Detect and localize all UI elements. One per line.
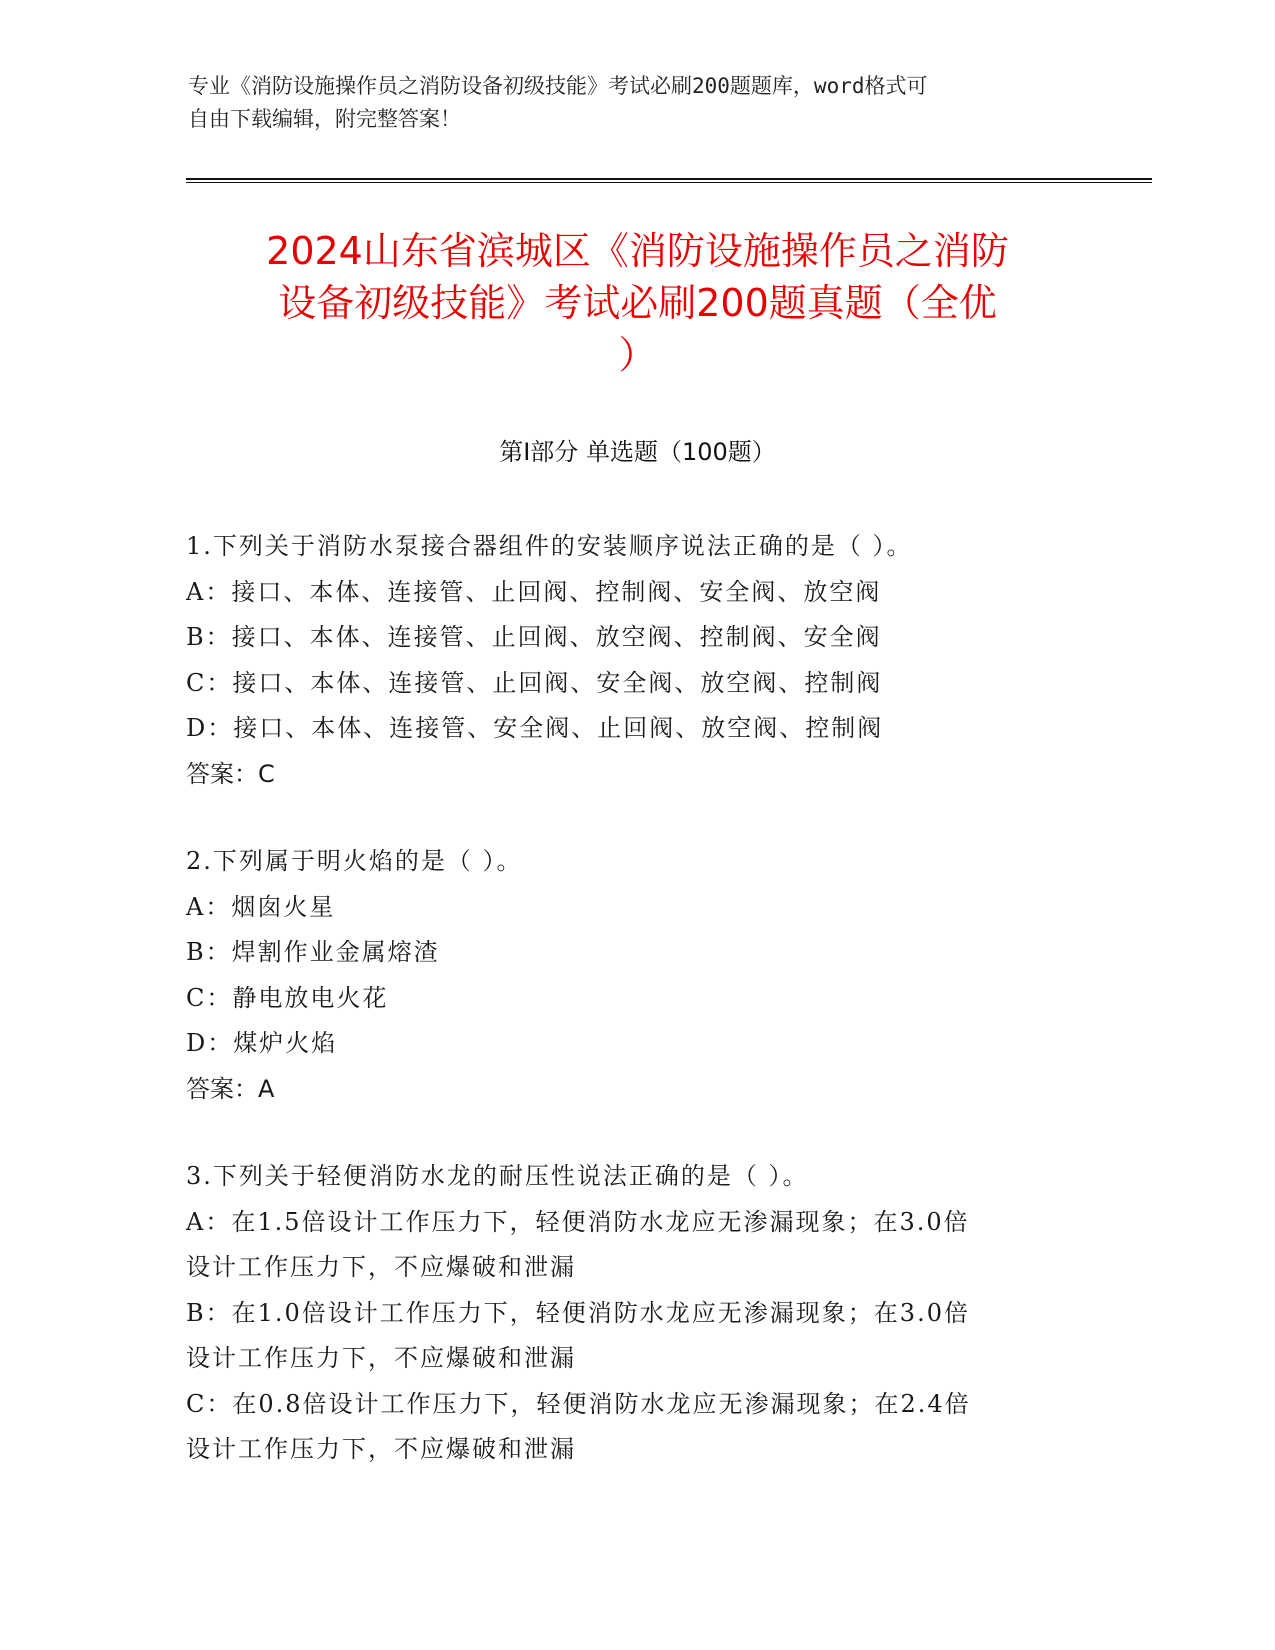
document-title <box>150 225 1125 381</box>
header-line-1: 专业《消防设施操作员之消防设备初级技能》考试必刷200题题库，word格式可 <box>188 74 928 98</box>
page-header <box>188 70 1068 136</box>
question-stem: 2.下列属于明火焰的是（ ）。 <box>186 847 523 875</box>
header-line-2: 自由下载编辑，附完整答案！ <box>188 107 461 131</box>
option-text: A：烟囱火星 <box>186 892 336 921</box>
header-divider-thick <box>186 178 1152 180</box>
option-text-line-1: A：在1.5倍设计工作压力下，轻便消防水龙应无渗漏现象；在3.0倍 <box>186 1207 970 1236</box>
option-text-line-2: 设计工作压力下，不应爆破和泄漏 <box>186 1344 576 1372</box>
title-line-1: 2024山东省滨城区《消防设施操作员之消防 <box>266 229 1009 273</box>
option-b <box>186 930 1086 976</box>
option-text: A：接口、本体、连接管、止回阀、控制阀、安全阀、放空阀 <box>186 577 882 606</box>
title-line-2: 设备初级技能》考试必刷200题真题（全优 <box>278 281 997 325</box>
header-divider-thin <box>186 182 1152 183</box>
option-a <box>186 570 1086 616</box>
option-text: C：静电放电火花 <box>186 983 389 1012</box>
option-text-line-1: B：在1.0倍设计工作压力下，轻便消防水龙应无渗漏现象；在3.0倍 <box>186 1298 970 1327</box>
option-text: B：接口、本体、连接管、止回阀、放空阀、控制阀、安全阀 <box>186 623 882 651</box>
option-text-line-2: 设计工作压力下，不应爆破和泄漏 <box>186 1435 576 1463</box>
question-list <box>186 524 1086 1515</box>
option-text: C：接口、本体、连接管、止回阀、安全阀、放空阀、控制阀 <box>186 668 883 697</box>
question-3 <box>186 1154 1086 1473</box>
section-title: 第I部分 单选题（100题） <box>499 438 776 466</box>
answer-text: 答案：A <box>186 1074 275 1103</box>
option-c <box>186 976 1086 1022</box>
option-b <box>186 615 1086 661</box>
option-text: B：焊割作业金属熔渣 <box>186 938 440 966</box>
option-c <box>186 661 1086 707</box>
option-text: D：接口、本体、连接管、安全阀、止回阀、放空阀、控制阀 <box>186 714 884 742</box>
question-stem: 1.下列关于消防水泵接合器组件的安装顺序说法正确的是（ ）。 <box>186 532 913 560</box>
option-text: D：煤炉火焰 <box>186 1029 338 1057</box>
option-d <box>186 1021 1086 1067</box>
option-c <box>186 1382 1086 1473</box>
option-a <box>186 1200 1086 1291</box>
question-1 <box>186 524 1086 797</box>
option-text-line-1: C：在0.8倍设计工作压力下，轻便消防水龙应无渗漏现象；在2.4倍 <box>186 1389 971 1418</box>
option-d <box>186 706 1086 752</box>
title-line-3: ） <box>618 333 657 377</box>
question-stem: 3.下列关于轻便消防水龙的耐压性说法正确的是（ ）。 <box>186 1162 809 1190</box>
option-a <box>186 885 1086 931</box>
question-2 <box>186 839 1086 1112</box>
answer-text: 答案：C <box>186 759 275 788</box>
option-b <box>186 1291 1086 1382</box>
option-text-line-2: 设计工作压力下，不应爆破和泄漏 <box>186 1253 576 1281</box>
